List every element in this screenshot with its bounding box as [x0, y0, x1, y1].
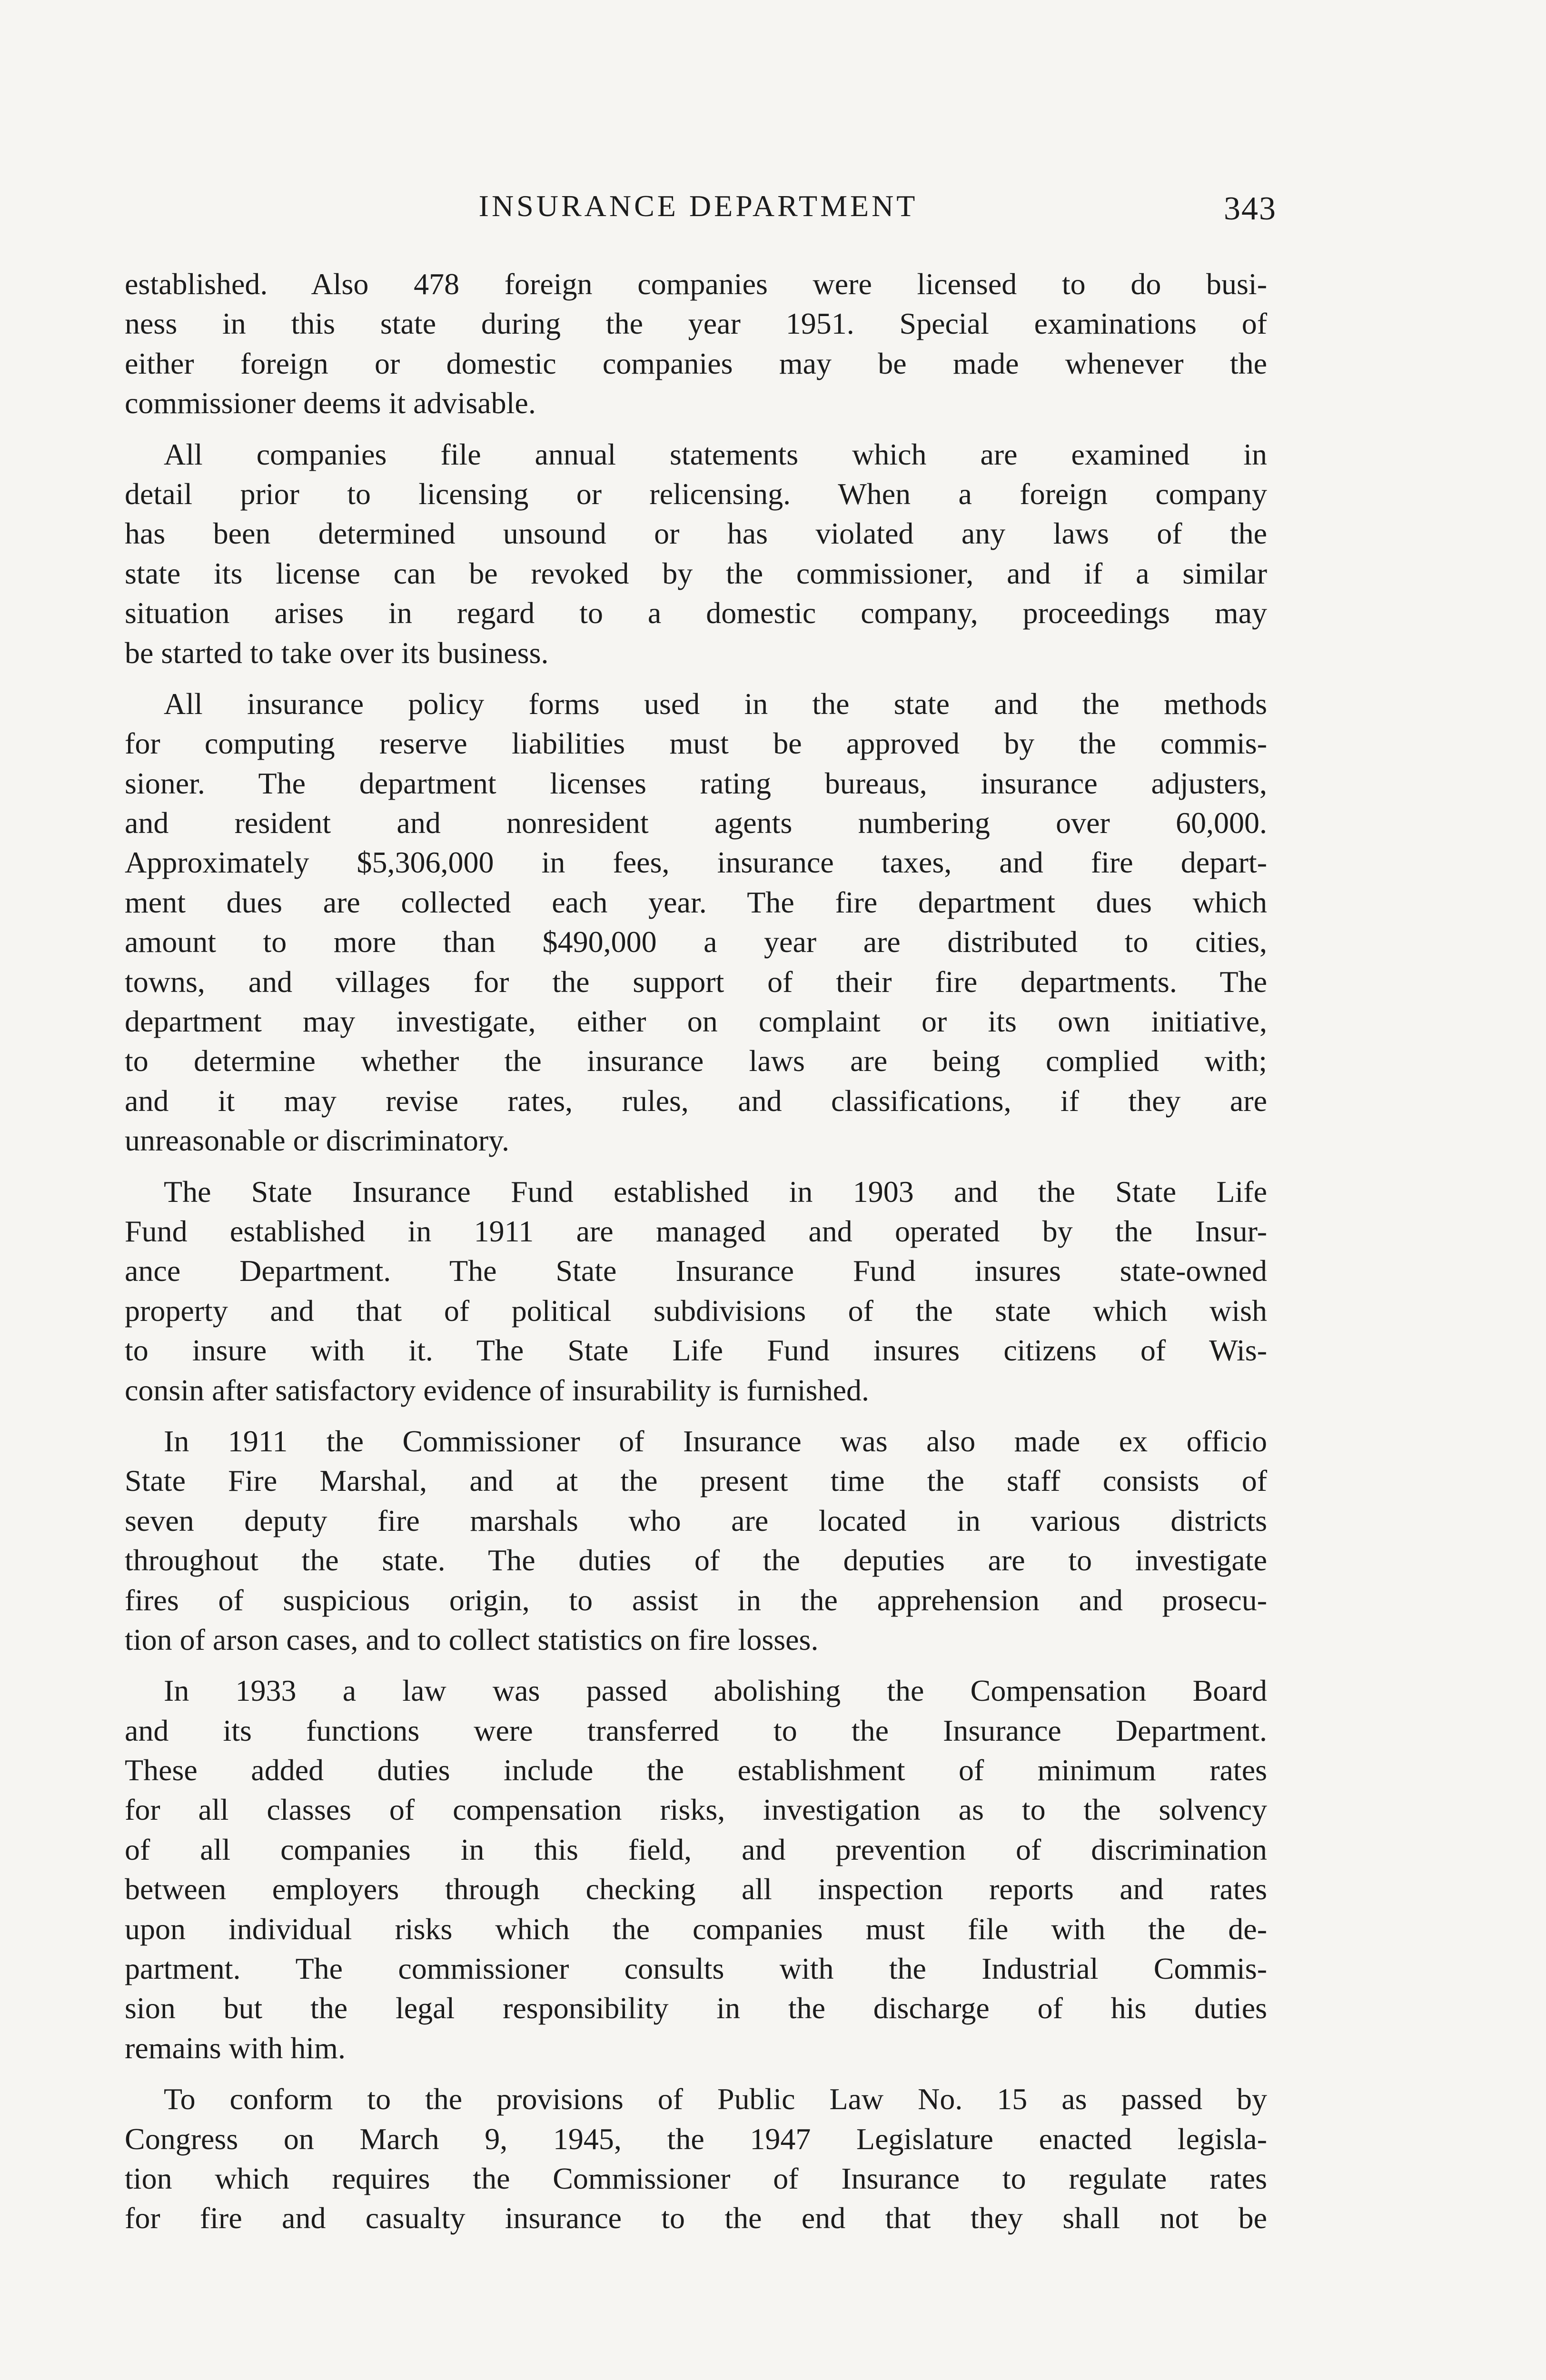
text-line: Congress on March 9, 1945, the 1947 Legislature enacted legisla- [125, 2122, 1267, 2156]
text-line: In 1933 a law was passed abolishing the Compensation Board [164, 1674, 1267, 1708]
text-line: throughout the state. The duties of the deputies are to investigate [125, 1543, 1267, 1577]
text-line: to insure with it. The State Life Fund insures citizens of Wis- [125, 1333, 1267, 1368]
text-line: detail prior to licensing or relicensing. When a foreign company [125, 476, 1267, 511]
paragraph-6 [125, 1671, 1267, 2068]
text-line: state its license can be revoked by the commissioner, and if a similar [125, 556, 1267, 590]
text-line: department may investigate, either on complaint or its own initiative, [125, 1004, 1267, 1039]
text-line: consin after satisfactory evidence of insurability is furnished. [125, 1373, 869, 1407]
text-line: sion but the legal responsibility in the discharge of his duties [125, 1991, 1267, 2025]
text-line: and it may revise rates, rules, and classifications, if they are [125, 1083, 1267, 1118]
paragraph-5 [125, 1421, 1267, 1659]
text-line: and its functions were transferred to the Insurance Department. [125, 1713, 1267, 1747]
text-line: property and that of political subdivisions of the state which wish [125, 1293, 1267, 1328]
text-line: established. Also 478 foreign companies were licensed to do busi- [125, 267, 1267, 301]
text-line: for computing reserve liabilities must be approved by the commis- [125, 726, 1267, 761]
text-line: for all classes of compensation risks, investigation as to the solvency [125, 1793, 1267, 1827]
body-text [125, 264, 1267, 2250]
paragraph-4 [125, 1172, 1267, 1410]
text-line: State Fire Marshal, and at the present time the staff consists of [125, 1464, 1267, 1498]
text-line: of all companies in this field, and prevention of discrimination [125, 1832, 1267, 1866]
text-line: either foreign or domestic companies may be made whenever the [125, 346, 1267, 380]
text-line: commissioner deems it advisable. [125, 386, 536, 420]
text-line: The State Insurance Fund established in 1903 and the State Life [164, 1174, 1267, 1209]
text-line: towns, and villages for the support of their fire departments. The [125, 964, 1267, 999]
text-line: partment. The commissioner consults with the Industrial Commis- [125, 1952, 1267, 1986]
text-line: between employers through checking all inspection reports and rates [125, 1872, 1267, 1906]
text-line: ment dues are collected each year. The fire department dues which [125, 885, 1267, 919]
running-header [125, 180, 1277, 232]
text-line: In 1911 the Commissioner of Insurance was also made ex officio [164, 1424, 1267, 1458]
paragraph-1 [125, 264, 1267, 423]
text-line: tion which requires the Commissioner of Insurance to regulate rates [125, 2161, 1267, 2195]
text-line: seven deputy fire marshals who are located in various districts [125, 1503, 1267, 1537]
text-line: for fire and casualty insurance to the end that they shall not be [125, 2201, 1267, 2235]
text-line: and resident and nonresident agents numbering over 60,000. [125, 806, 1267, 840]
text-line: remains with him. [125, 2031, 346, 2065]
text-line: sioner. The department licenses rating bureaus, insurance adjusters, [125, 766, 1267, 800]
text-line: All insurance policy forms used in the state and the methods [164, 686, 1267, 721]
running-title: INSURANCE DEPARTMENT [478, 189, 918, 223]
text-line: Approximately $5,306,000 in fees, insurance taxes, and fire depart- [125, 845, 1267, 880]
text-line: All companies file annual statements which are examined in [164, 437, 1267, 471]
text-line: unreasonable or discriminatory. [125, 1123, 510, 1158]
text-line: fires of suspicious origin, to assist in the apprehension and prosecu- [125, 1583, 1267, 1617]
text-line: To conform to the provisions of Public Law No. 15 as passed by [164, 2082, 1267, 2116]
paragraph-7 [125, 2079, 1267, 2238]
text-line: Fund established in 1911 are managed and operated by the Insur- [125, 1214, 1267, 1248]
text-line: amount to more than $490,000 a year are distributed to cities, [125, 925, 1267, 959]
text-line: be started to take over its business. [125, 635, 549, 670]
text-line: upon individual risks which the companies must file with the de- [125, 1912, 1267, 1946]
text-line: These added duties include the establishment of minimum rates [125, 1753, 1267, 1787]
text-line: has been determined unsound or has violated any laws of the [125, 516, 1267, 551]
text-line: to determine whether the insurance laws are being complied with; [125, 1044, 1267, 1078]
paragraph-2 [125, 435, 1267, 673]
text-line: ness in this state during the year 1951. Special examinations of [125, 307, 1267, 341]
text-line: tion of arson cases, and to collect statistics on fire losses. [125, 1622, 819, 1656]
text-line: ance Department. The State Insurance Fund insures state-owned [125, 1254, 1267, 1288]
page-number: 343 [1224, 190, 1277, 227]
text-line: situation arises in regard to a domestic company, proceedings may [125, 596, 1267, 630]
paragraph-3 [125, 684, 1267, 1160]
